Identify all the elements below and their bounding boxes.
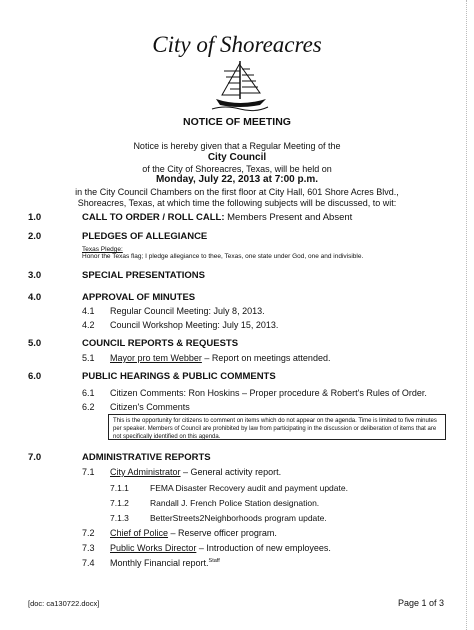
sailboat-logo: [210, 57, 270, 113]
city-administrator-link: City Administrator: [110, 467, 181, 477]
subitem-number: 7.1.2: [110, 498, 129, 508]
section-number: 1.0: [28, 212, 42, 223]
item-text: Regular Council Meeting: July 8, 2013.: [110, 306, 265, 316]
subitem-text: BetterStreets2Neighborhoods program update.: [150, 513, 327, 523]
section-title: SPECIAL PRESENTATIONS: [82, 270, 205, 281]
subitem-text: FEMA Disaster Recovery audit and payment update.: [150, 483, 348, 493]
public-works-director-link: Public Works Director: [110, 543, 197, 553]
section-title: PLEDGES OF ALLEGIANCE: [82, 231, 208, 242]
city-title: City of Shoreacres: [152, 32, 322, 57]
section-title: ADMINISTRATIVE REPORTS: [82, 452, 211, 463]
notice-heading: NOTICE OF MEETING: [183, 116, 291, 128]
item-number: 7.3: [82, 543, 95, 553]
subitem-number: 7.1.1: [110, 483, 129, 493]
citizen-comment-notice: This is the opportunity for citizens to comment on items which do not appear on the agenda. Time is limited to five minutes per speaker. Members of Council are prohibited by law from participating in the discussion or deliberation of items that are not specifically identified on this agenda.: [108, 414, 446, 440]
section-number: 6.0: [28, 371, 42, 382]
item-number: 7.1: [82, 467, 95, 477]
subitem-text: Randall J. French Police Station designation.: [150, 498, 320, 508]
section-title: CALL TO ORDER / ROLL CALL: Members Present and Absent: [82, 212, 353, 223]
section-title: COUNCIL REPORTS & REQUESTS: [82, 338, 239, 349]
item-number: 7.2: [82, 528, 95, 538]
section-number: 5.0: [28, 338, 42, 349]
notice-line-1: Notice is hereby given that a Regular Meeting of the: [133, 141, 341, 151]
section-title: PUBLIC HEARINGS & PUBLIC COMMENTS: [82, 371, 276, 382]
meeting-datetime: Monday, July 22, 2013 at 7:00 p.m.: [155, 174, 319, 185]
item-text: Chief of Police – Reserve officer program.: [110, 528, 277, 538]
item-number: 7.4: [82, 558, 95, 568]
notice-line-5: in the City Council Chambers on the first floor at City Hall, 601 Shore Acres Blvd.,: [75, 187, 399, 197]
item-text: Mayor pro tem Webber – Report on meetings attended.: [110, 353, 331, 363]
item-text: Public Works Director – Introduction of new employees.: [110, 543, 331, 553]
item-number: 4.2: [82, 320, 95, 330]
mayor-pro-tem-link: Mayor pro tem Webber: [110, 353, 202, 363]
pledge-label: Texas Pledge:: [82, 246, 123, 253]
item-text: Citizen Comments: Ron Hoskins – Proper procedure & Robert's Rules of Order.: [110, 388, 427, 398]
section-number: 4.0: [28, 292, 42, 303]
scan-edge: [466, 0, 468, 630]
item-number: 6.1: [82, 388, 95, 398]
page-number: Page 1 of 3: [397, 598, 444, 608]
item-text: Citizen's Comments: [110, 402, 190, 412]
section-number: 2.0: [28, 231, 42, 242]
item-text: Monthly Financial report.$^{Staff}$: [110, 558, 220, 568]
notice-line-3: of the City of Shoreacres, Texas, will be held on: [142, 164, 332, 174]
section-number: 7.0: [28, 452, 42, 463]
notice-line-6: Shoreacres, Texas, at which time the following subjects will be discussed, to wit:: [77, 198, 397, 208]
item-number: 4.1: [82, 306, 95, 316]
chief-of-police-link: Chief of Police: [110, 528, 169, 538]
item-number: 5.1: [82, 353, 95, 363]
notice-body-name: City Council: [207, 152, 267, 163]
item-text: City Administrator – General activity report.: [110, 467, 282, 477]
item-number: 6.2: [82, 402, 95, 412]
section-number: 3.0: [28, 270, 42, 281]
subitem-number: 7.1.3: [110, 513, 129, 523]
pledge-text: Honor the Texas flag; I pledge allegiance to thee, Texas, one state under God, one and indivisible.: [82, 253, 364, 260]
section-title: APPROVAL OF MINUTES: [82, 292, 196, 303]
item-text: Council Workshop Meeting: July 15, 2013.: [110, 320, 279, 330]
document-id: [doc: ca130722.docx]: [28, 599, 100, 608]
